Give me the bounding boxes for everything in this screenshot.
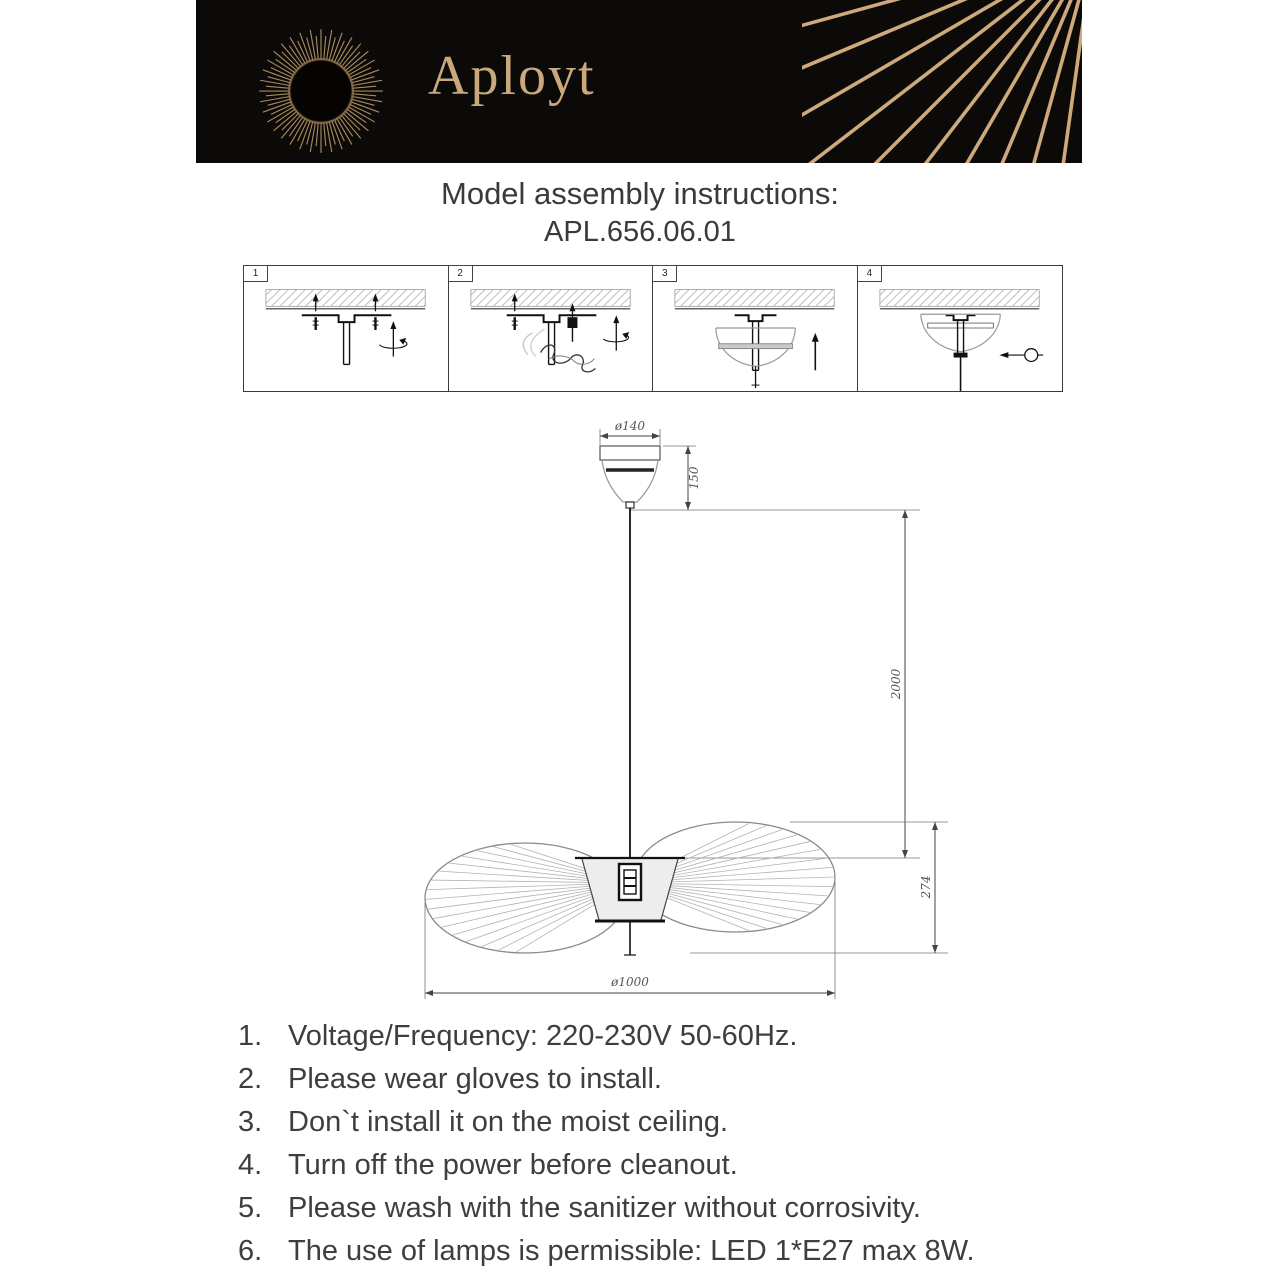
- instruction-number: 3.: [238, 1106, 263, 1138]
- canopy-height-label: 150: [687, 466, 701, 490]
- corner-rays-decoration-icon: [802, 0, 1082, 163]
- step-3-diagram: [653, 266, 857, 391]
- instruction-number: 1.: [238, 1020, 263, 1052]
- instruction-text: Don`t install it on the moist ceiling.: [288, 1106, 729, 1138]
- pendant-lamp-dimension-drawing: [400, 415, 960, 1015]
- step-1-diagram: [244, 266, 448, 391]
- instruction-text: Voltage/Frequency: 220-230V 50-60Hz.: [288, 1020, 798, 1052]
- list-item: [238, 1149, 1068, 1192]
- brand-name: Aployt: [428, 45, 596, 107]
- instruction-number: 6.: [238, 1235, 263, 1267]
- instruction-text: Turn off the power before cleanout.: [288, 1149, 738, 1181]
- step-2-diagram: [449, 266, 653, 391]
- shade-height-label: 274: [919, 875, 933, 899]
- canopy-diameter-label: ø140: [614, 419, 646, 433]
- step-number: 2: [448, 265, 473, 282]
- list-item: [238, 1020, 1068, 1063]
- brand-banner: [196, 0, 1082, 163]
- instruction-text: Please wash with the sanitizer without corrosivity.: [288, 1192, 921, 1224]
- shade-diameter-label: ø1000: [611, 975, 649, 989]
- instruction-text: The use of lamps is permissible: LED 1*E27 max 8W.: [288, 1235, 975, 1267]
- step-4-diagram: [858, 266, 1062, 391]
- sunburst-logo-icon: [246, 16, 396, 163]
- step-panel-3: [652, 265, 858, 392]
- instruction-number: 2.: [238, 1063, 263, 1095]
- list-item: [238, 1063, 1068, 1106]
- instruction-number: 5.: [238, 1192, 263, 1224]
- step-panel-2: [448, 265, 654, 392]
- instruction-list: [238, 1020, 1068, 1278]
- page-title: Model assembly instructions:: [441, 176, 839, 211]
- list-item: [238, 1192, 1068, 1235]
- list-item: [238, 1106, 1068, 1149]
- list-item: [238, 1235, 1068, 1278]
- title-block: [0, 176, 1280, 249]
- step-number: 3: [652, 265, 677, 282]
- step-number: 1: [243, 265, 268, 282]
- instruction-number: 4.: [238, 1149, 263, 1181]
- assembly-steps-strip: [243, 265, 1063, 392]
- step-panel-1: [243, 265, 449, 392]
- instruction-text: Please wear gloves to install.: [288, 1063, 662, 1095]
- cord-length-label: 2000: [889, 668, 903, 700]
- model-number: APL.656.06.01: [544, 216, 736, 248]
- step-panel-4: [857, 265, 1063, 392]
- step-number: 4: [857, 265, 882, 282]
